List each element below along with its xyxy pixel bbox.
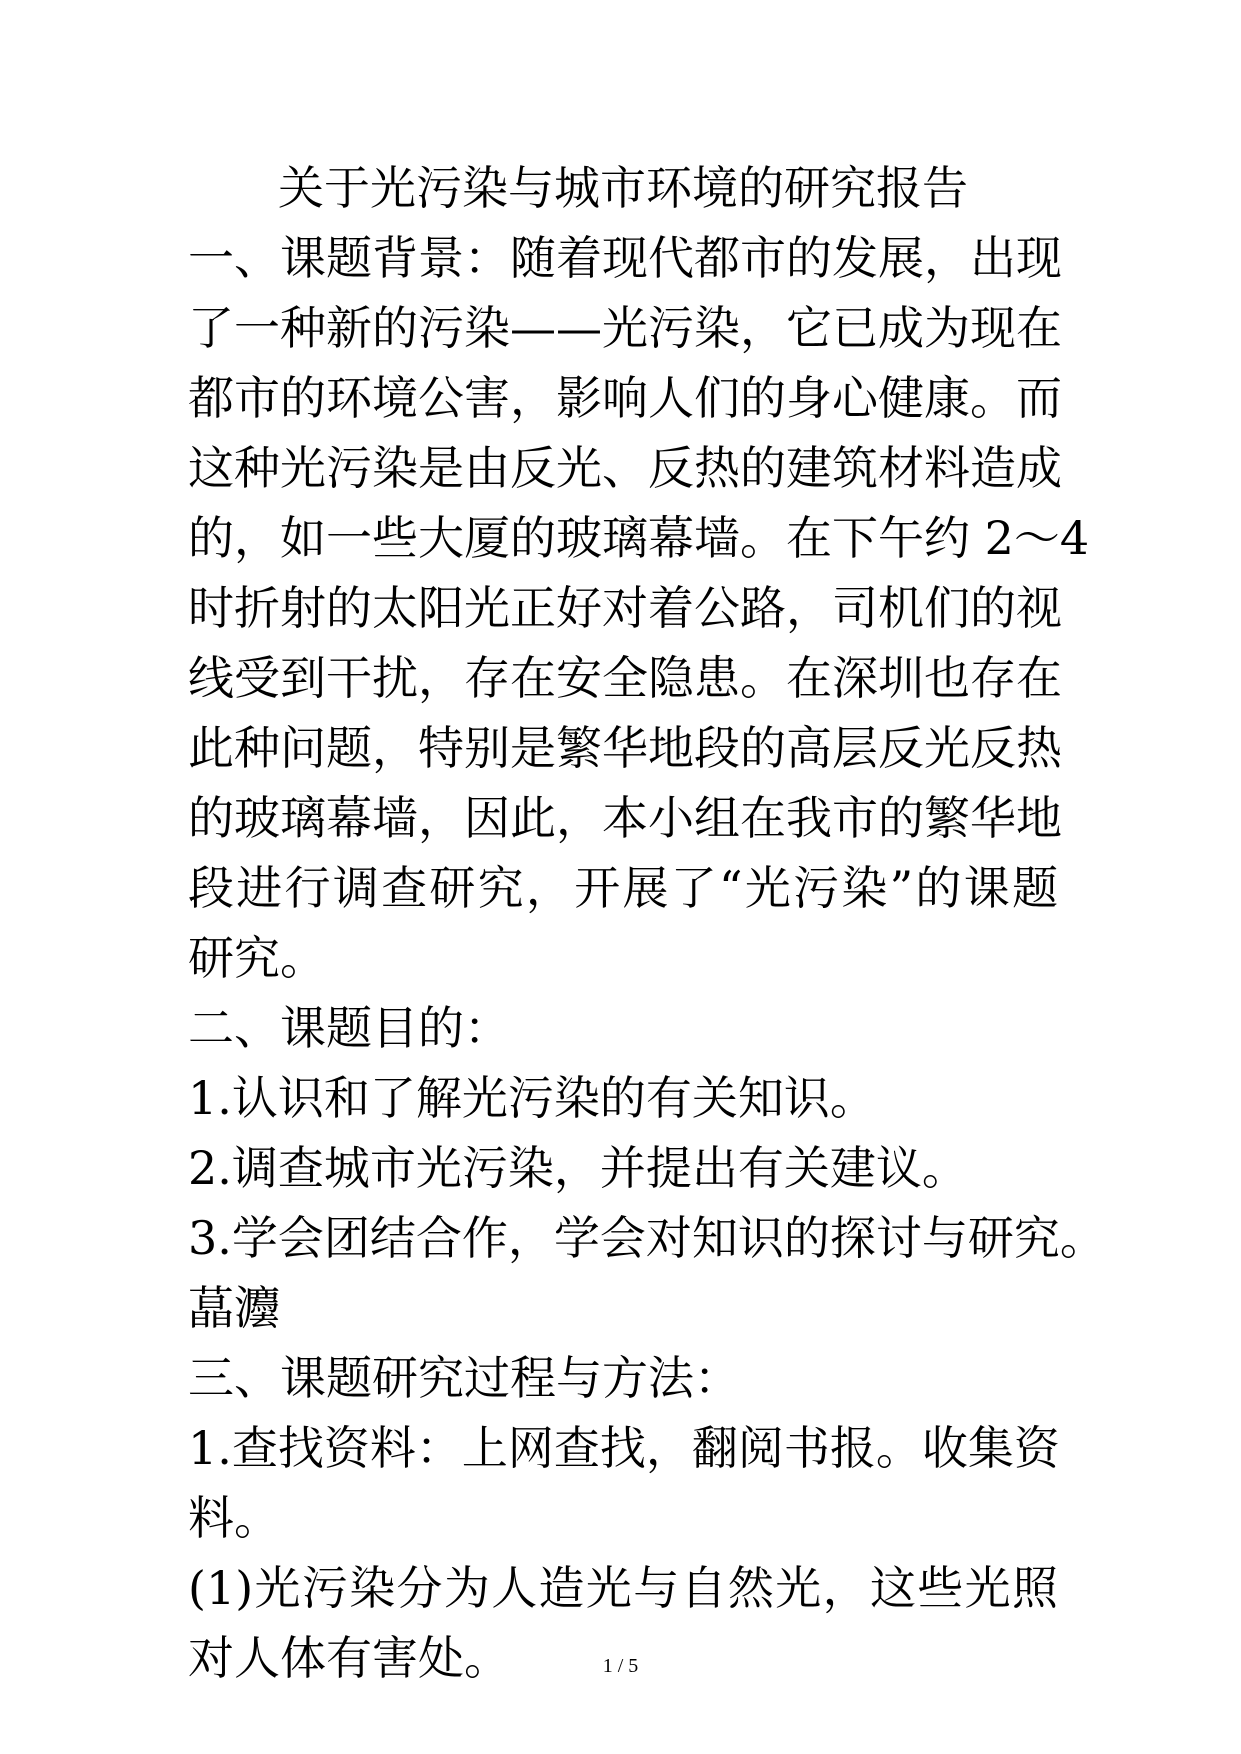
document-title: 关于光污染与城市环境的研究报告: [278, 161, 968, 215]
text-line: 都市的环境公害，影响人们的身心健康。而: [188, 371, 1062, 425]
document-body: [188, 153, 1106, 1693]
list-item: 2.调查城市光污染，并提出有关建议。: [188, 1141, 968, 1195]
text-line: 一、课题背景：随着现代都市的发展，出现: [188, 231, 1062, 285]
body-text: [188, 223, 1106, 1693]
text-line: 了一种新的污染——光污染，它已成为现在: [188, 301, 1062, 355]
list-item: 1.认识和了解光污染的有关知识。: [188, 1071, 876, 1125]
list-item: 3.学会团结合作，学会对知识的探讨与研究。: [188, 1211, 1106, 1265]
text-line: 对人体有害处。: [188, 1631, 510, 1685]
text-line: 这种光污染是由反光、反热的建筑材料造成: [188, 441, 1062, 495]
text-line: 段进行调查研究，开展了“光污染”的课题: [188, 861, 1058, 915]
section-heading: 三、课题研究过程与方法：: [188, 1351, 740, 1405]
list-item: (1)光污染分为人造光与自然光，这些光照: [188, 1561, 1058, 1615]
page-number: 1 / 5: [602, 1655, 639, 1677]
list-item: 1.查找资料：上网查找，翻阅书报。收集资: [188, 1421, 1060, 1475]
section-heading: 二、课题目的：: [188, 1001, 510, 1055]
text-line: 的玻璃幕墙，因此，本小组在我市的繁华地: [188, 791, 1062, 845]
text-line: 时折射的太阳光正好对着公路，司机们的视: [188, 581, 1062, 635]
text-line: 线受到干扰，存在安全隐患。在深圳也存在: [188, 651, 1062, 705]
text-line: 的，如一些大厦的玻璃幕墙。在下午约 2～4: [188, 511, 1090, 565]
text-line: 料。: [188, 1491, 280, 1545]
text-line: 研究。: [188, 931, 326, 985]
text-line: 此种问题，特别是繁华地段的高层反光反热: [188, 721, 1062, 775]
text-line: 蕌灋: [188, 1281, 280, 1335]
